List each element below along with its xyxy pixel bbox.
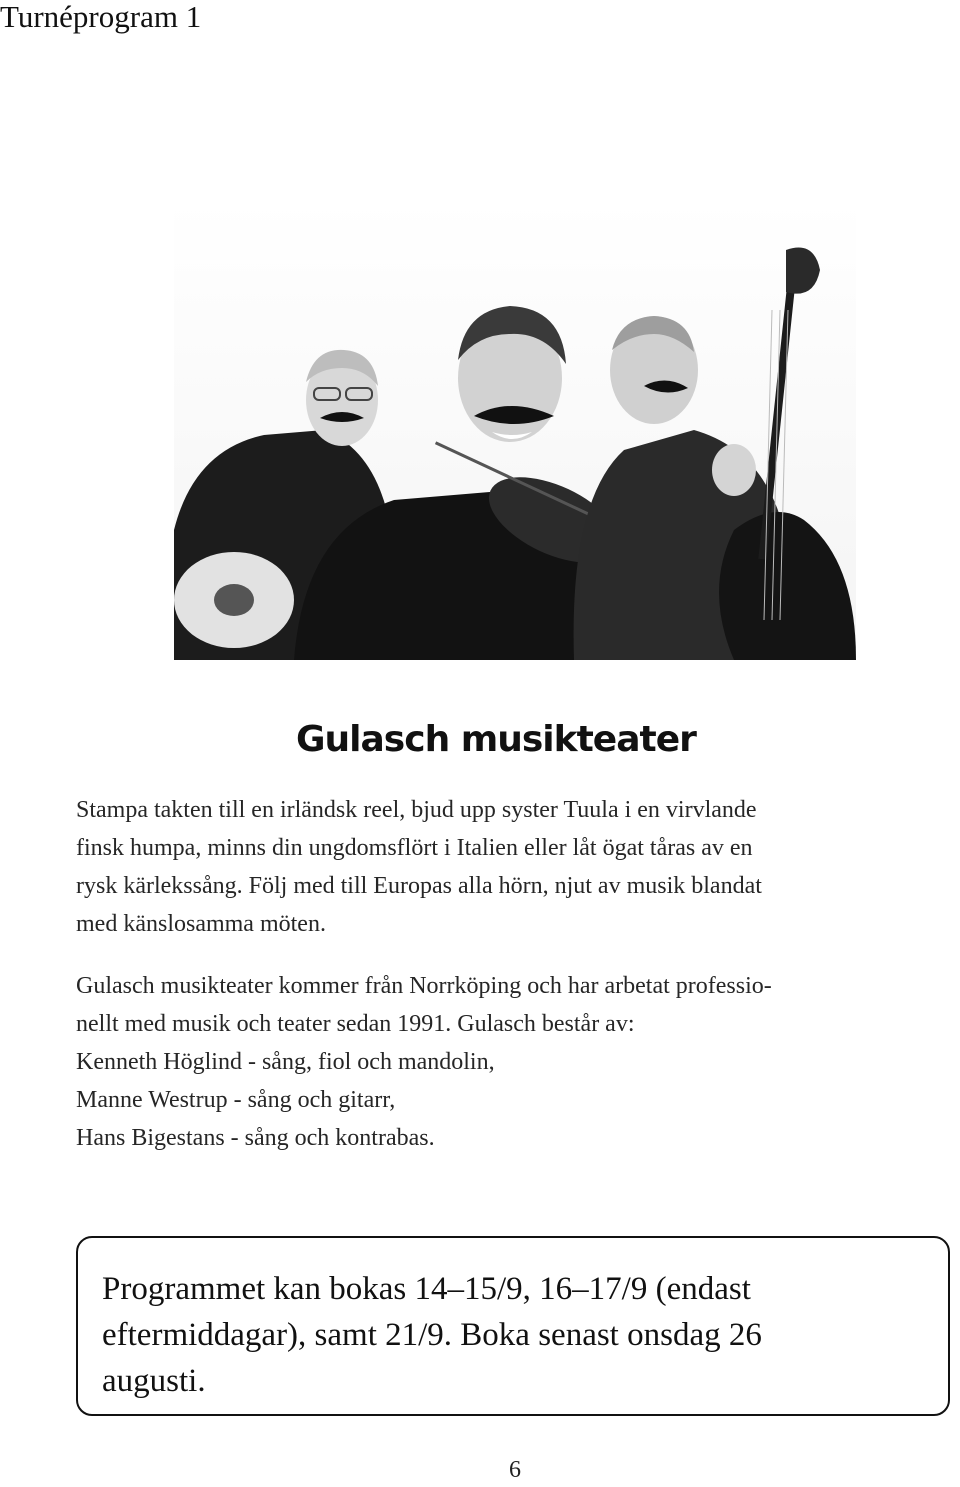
booking-line: Programmet kan bokas 14–15/9, 16–17/9 (endast [102, 1271, 751, 1307]
about-line: Gulasch musikteater kommer från Norrköping och har arbetat professio- [76, 973, 772, 999]
member-line: Hans Bigestans - sång och kontrabas. [76, 1125, 435, 1151]
intro-line: rysk kärlekssång. Följ med till Europas alla hörn, njut av musik blandat [76, 873, 762, 899]
intro-line: med känslosamma möten. [76, 911, 326, 937]
about-paragraph [76, 967, 936, 1157]
band-photo-illustration [174, 200, 856, 660]
intro-line: Stampa takten till en irländsk reel, bjud upp syster Tuula i en virvlande [76, 797, 757, 823]
booking-text [102, 1266, 924, 1404]
intro-paragraph [76, 791, 936, 943]
page-number: 6 [509, 1457, 521, 1483]
article-title: Gulasch musikteater [296, 719, 696, 760]
about-line: nellt med musik och teater sedan 1991. Gulasch består av: [76, 1011, 635, 1037]
booking-line: eftermiddagar), samt 21/9. Boka senast onsdag 26 [102, 1317, 762, 1353]
intro-line: finsk humpa, minns din ungdomsflört i Italien eller låt ögat tåras av en [76, 835, 753, 861]
booking-line: augusti. [102, 1363, 206, 1399]
member-line: Kenneth Höglind - sång, fiol och mandolin, [76, 1049, 495, 1075]
running-header: Turnéprogram 1 [0, 0, 202, 34]
booking-info-box [76, 1236, 950, 1416]
member-line: Manne Westrup - sång och gitarr, [76, 1087, 396, 1113]
band-photo [174, 200, 856, 660]
